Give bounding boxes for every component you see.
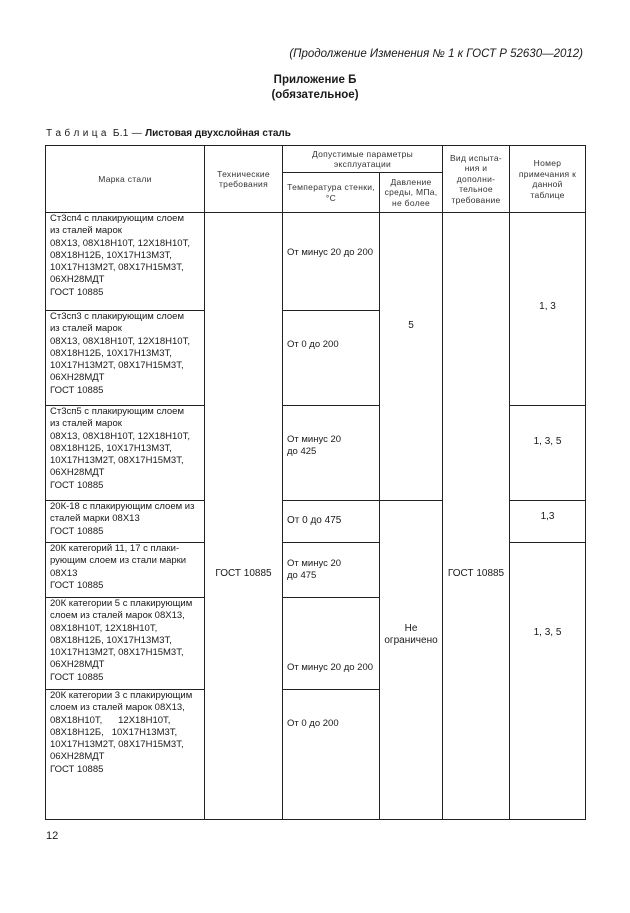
grade-line: 08Х18Н12Б, 10Х17Н13М3Т,: [50, 347, 172, 359]
col-header-pressure: Давление среды, МПа, не более: [380, 173, 443, 213]
page-number: 12: [46, 830, 59, 842]
table-caption: [46, 128, 291, 139]
grade-line: ГОСТ 10885: [50, 579, 104, 591]
grade-line: из сталей марок: [50, 418, 122, 430]
grade-line: 06ХН28МДТ: [50, 751, 105, 763]
grade-line: ГОСТ 10885: [50, 384, 104, 396]
grade-line: 08Х13, 08Х18Н10Т, 12Х18Н10Т,: [50, 335, 190, 347]
pressure-cell-top: 5: [380, 213, 443, 501]
grade-line: 08Х13, 08Х18Н10Т, 12Х18Н10Т,: [50, 430, 190, 442]
grade-line: слоем из сталей марок 08Х13,: [50, 610, 185, 622]
temperature-line: до 475: [287, 570, 317, 582]
temperature-cell: От минус 20 до 200: [283, 598, 380, 690]
table-row-grade: [46, 543, 205, 598]
grade-line: 20К-18 с плакирующим слоем из: [50, 501, 195, 512]
table-row-grade: [46, 501, 205, 543]
table-row-grade: [46, 690, 205, 820]
grade-line: из сталей марок: [50, 225, 122, 237]
temperature-cell: От 0 до 200: [283, 690, 380, 820]
grade-line: 08Х13, 08Х18Н10Т, 12Х18Н10Т,: [50, 237, 190, 249]
temperature-line: От минус 20: [287, 558, 342, 569]
temperature-cell: От минус 20 до 200: [283, 213, 380, 311]
grade-line: слоем из сталей марок 08Х13,: [50, 702, 185, 714]
col-header-tech-req: Технические требования: [205, 146, 283, 213]
test-type-cell: ГОСТ 10885: [443, 213, 510, 820]
grade-line: 20К категорий 11, 17 с плаки-: [50, 543, 180, 554]
grade-line: 08Х18Н12Б, 10Х17Н13М3Т,: [50, 726, 178, 738]
note-cell: 1, 3: [510, 213, 586, 406]
grade-line: 08Х18Н10Т, 12Х18Н10Т,: [50, 622, 158, 634]
pressure-line: ограничено: [384, 635, 438, 646]
temperature-cell: От 0 до 475: [283, 501, 380, 543]
grade-line: 08Х18Н12Б, 10Х17Н13М3Т,: [50, 442, 172, 454]
grade-line: ГОСТ 10885: [50, 763, 104, 775]
grade-line: 20К категории 5 с плакирующим: [50, 598, 193, 609]
pressure-cell-bottom: [380, 501, 443, 820]
col-header-test-type: Вид испыта-ния и дополни-тельное требование: [443, 146, 510, 213]
appendix-subtitle: (обязательное): [271, 89, 359, 101]
grade-line: сталей марки 08Х13: [50, 513, 140, 525]
grade-line: 20К категории 3 с плакирующим: [50, 690, 193, 701]
temperature-cell: [283, 543, 380, 598]
table-caption-prefix: Т а б л и ц а Б.1 —: [46, 128, 146, 139]
grade-line: рующим слоем из стали марки: [50, 555, 187, 567]
grade-line: 06ХН28МДТ: [50, 274, 105, 286]
table-caption-title: Листовая двухслойная сталь: [145, 128, 291, 139]
tech-req-cell: ГОСТ 10885: [205, 213, 283, 820]
grade-line: из сталей марок: [50, 323, 122, 335]
temperature-cell: От 0 до 200: [283, 311, 380, 406]
pressure-line: Не: [404, 622, 418, 634]
grade-line: 08Х18Н12Б, 10Х17Н13М3Т,: [50, 634, 172, 646]
temperature-cell: [283, 406, 380, 501]
grade-line: Ст3сп5 с плакирующим слоем: [50, 406, 184, 417]
col-header-grade: Марка стали: [46, 146, 205, 213]
table-row-grade: [46, 406, 205, 501]
note-cell: 1,3: [510, 501, 586, 543]
grade-line: 10Х17Н13М2Т, 08Х17Н15М3Т,: [50, 455, 184, 467]
temperature-line: От минус 20: [287, 434, 342, 445]
grade-line: 08Х18Н10Т, 12Х18Н10Т,: [50, 714, 171, 726]
grade-line: ГОСТ 10885: [50, 525, 104, 537]
grade-line: 06ХН28МДТ: [50, 659, 105, 671]
table-row-grade: [46, 598, 205, 690]
note-cell: 1, 3, 5: [510, 543, 586, 820]
grade-line: ГОСТ 10885: [50, 286, 104, 298]
grade-line: Ст3сп3 с плакирующим слоем: [50, 311, 184, 322]
note-cell: 1, 3, 5: [510, 406, 586, 501]
table-row-grade: [46, 311, 205, 406]
grade-line: ГОСТ 10885: [50, 671, 104, 683]
appendix-title: Приложение Б: [273, 74, 357, 86]
grade-line: 10Х17Н13М2Т, 08Х17Н15М3Т,: [50, 262, 184, 274]
grade-line: 08Х13: [50, 567, 78, 579]
table-row-grade: [46, 213, 205, 311]
col-header-note-number: Номер примечания к данной таблице: [510, 146, 586, 213]
grade-line: 10Х17Н13М2Т, 08Х17Н15М3Т,: [50, 739, 184, 751]
grade-line: 06ХН28МДТ: [50, 467, 105, 479]
grade-line: 10Х17Н13М2Т, 08Х17Н15М3Т,: [50, 647, 184, 659]
grade-line: Ст3сп4 с плакирующим слоем: [50, 213, 184, 224]
col-header-params-group: Допустимые параметры эксплуатации: [283, 146, 443, 173]
grade-line: 10Х17Н13М2Т, 08Х17Н15М3Т,: [50, 360, 184, 372]
grade-line: ГОСТ 10885: [50, 479, 104, 491]
grade-line: 06ХН28МДТ: [50, 372, 105, 384]
grade-line: 08Х18Н12Б, 10Х17Н13М3Т,: [50, 249, 172, 261]
temperature-line: до 425: [287, 446, 317, 458]
steel-table: [45, 145, 586, 820]
header-note: (Продолжение Изменения № 1 к ГОСТ Р 52630—2012): [289, 48, 583, 60]
col-header-temperature: Температура стенки, °С: [283, 173, 380, 213]
